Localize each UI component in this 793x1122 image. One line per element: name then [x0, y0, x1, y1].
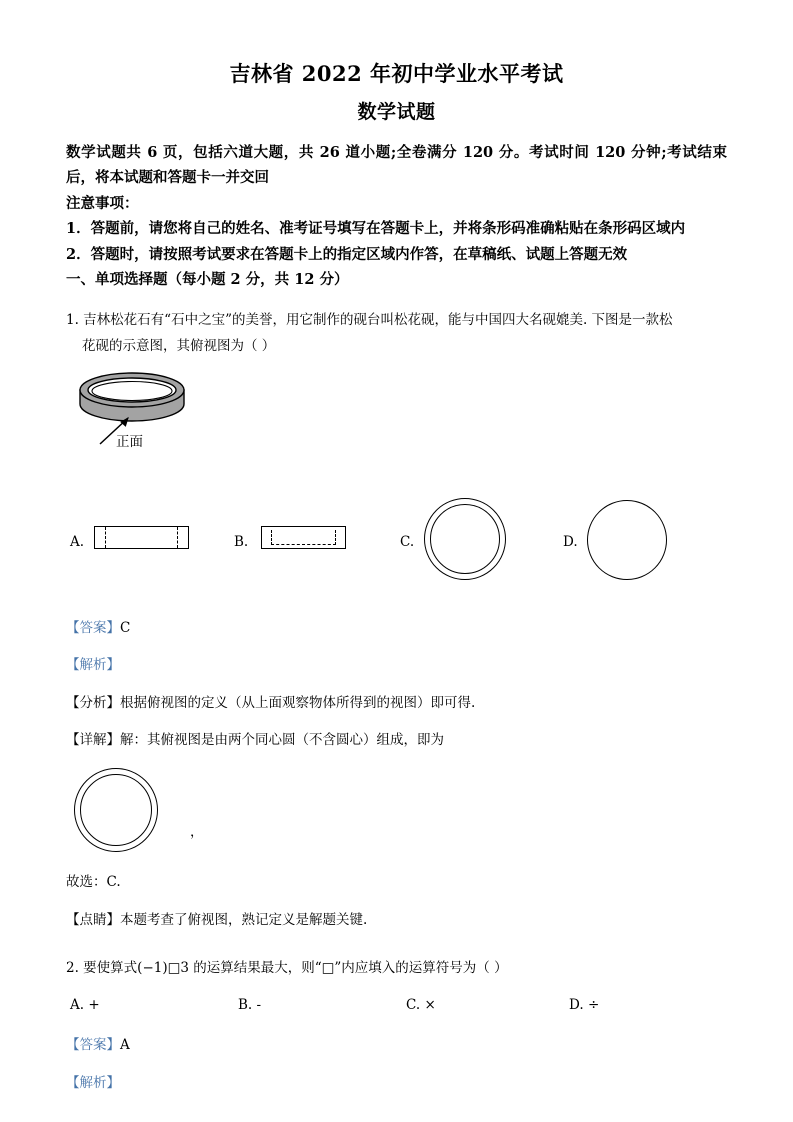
- option-a-figure[interactable]: [94, 526, 189, 549]
- option-d-figure[interactable]: [587, 500, 667, 580]
- q2-answer-tag: 【答案】: [66, 1037, 120, 1054]
- solution-outer-circle: [74, 768, 158, 852]
- solution-figure: [74, 768, 727, 860]
- dianjing-tag: 【点睛】: [66, 911, 120, 928]
- question-1-dianjing: [66, 910, 727, 932]
- xiangjie-tag: 【详解】: [66, 732, 120, 749]
- front-face-label: 正面: [116, 433, 143, 450]
- question-2-options: [66, 997, 727, 1023]
- solution-inner-circle: [80, 774, 152, 846]
- question-1-conclusion: 故选：C.: [66, 873, 121, 890]
- question-2-jiexi: [66, 1073, 727, 1095]
- option-c-outer-circle: [424, 498, 506, 580]
- option-d-circle: [587, 500, 667, 580]
- inkstone-svg: [72, 372, 272, 458]
- option-b-label: B.: [234, 533, 249, 550]
- section-heading-1: 一、单项选择题（每小题 2 分，共 12 分）: [66, 270, 349, 288]
- question-1-fenxi: [66, 693, 727, 715]
- q2-option-c[interactable]: [406, 997, 436, 1013]
- inkstone-basin: [92, 381, 172, 400]
- option-b-dash-u: [271, 530, 336, 545]
- inkstone-figure: [72, 372, 727, 458]
- dianjing-text: 本题考查了俯视图，熟记定义是解题关键.: [120, 911, 368, 928]
- question-1-jiexi: [66, 655, 727, 677]
- q2-option-c-label: C.: [406, 997, 421, 1014]
- q2-option-b-label: B.: [238, 997, 253, 1014]
- q2-answer-value: A: [120, 1037, 130, 1054]
- option-b-figure[interactable]: [261, 526, 346, 549]
- option-c-inner-circle: [430, 504, 500, 574]
- q2-option-d-value: ÷: [587, 997, 600, 1014]
- q2-jiexi-tag: 【解析】: [66, 1075, 120, 1092]
- question-1-stem-line-2: 花砚的示意图，其俯视图为（ ）: [82, 338, 276, 355]
- q2-option-d-label: D.: [569, 997, 584, 1014]
- question-1-stem-line-1: 1. 吉林松花石有“石中之宝”的美誉，用它制作的砚台叫松花砚，能与中国四大名砚媲美. 下图是一款松: [66, 311, 673, 328]
- q2-option-a[interactable]: [70, 997, 100, 1013]
- question-1-xiangjie: [66, 730, 727, 752]
- fenxi-text: 根据俯视图的定义（从上面观察物体所得到的视图）即可得.: [120, 694, 476, 711]
- notice-heading: 注意事项：: [66, 194, 139, 212]
- jiexi-tag: 【解析】: [66, 657, 120, 674]
- answer-tag: 【答案】: [66, 619, 120, 636]
- q2-option-a-label: A.: [70, 997, 85, 1014]
- fenxi-tag: 【分析】: [66, 694, 120, 711]
- exam-summary-line: 数学试题共 6 页，包括六道大题，共 26 道小题;全卷满分 120 分。考试时间 120 分钟;考试结束后，将本试题和答题卡一并交回: [66, 144, 727, 187]
- page-content: [66, 58, 727, 1095]
- q2-option-a-value: +: [88, 997, 100, 1014]
- question-1-options: [66, 498, 727, 590]
- option-a-label: A.: [70, 533, 85, 550]
- question-2-answer: [66, 1035, 727, 1057]
- question-1-answer: [66, 618, 727, 640]
- solution-figure-comma: ，: [190, 823, 204, 840]
- q2-option-b[interactable]: [238, 997, 261, 1013]
- page-subtitle: 数学试题: [357, 100, 436, 123]
- option-c-figure[interactable]: [424, 498, 506, 580]
- notice-item-1: 1．答题前，请您将自己的姓名、准考证号填写在答题卡上，并将条形码准确粘贴在条形码区域内: [66, 220, 686, 238]
- option-d-label: D.: [563, 533, 578, 550]
- xiangjie-text: 解：其俯视图是由两个同心圆（不含圆心）组成，即为: [120, 732, 444, 749]
- option-c-label: C.: [400, 533, 415, 550]
- option-a-dash-left: [105, 527, 106, 548]
- question-2-stem: 2. 要使算式(−1)□3 的运算结果最大，则“□”内应填入的运算符号为（ ）: [66, 960, 508, 977]
- option-a-rect: [94, 526, 189, 549]
- answer-value: C: [120, 619, 131, 636]
- q2-option-c-value: ×: [424, 997, 436, 1014]
- page-title: 吉林省 2022 年初中学业水平考试: [229, 61, 564, 86]
- option-b-rect: [261, 526, 346, 549]
- notice-item-2: 2．答题时，请按照考试要求在答题卡上的指定区域内作答，在草稿纸、试题上答题无效: [66, 245, 628, 263]
- option-a-dash-right: [177, 527, 178, 548]
- q2-option-b-value: -: [256, 997, 262, 1014]
- q2-option-d[interactable]: [569, 997, 599, 1013]
